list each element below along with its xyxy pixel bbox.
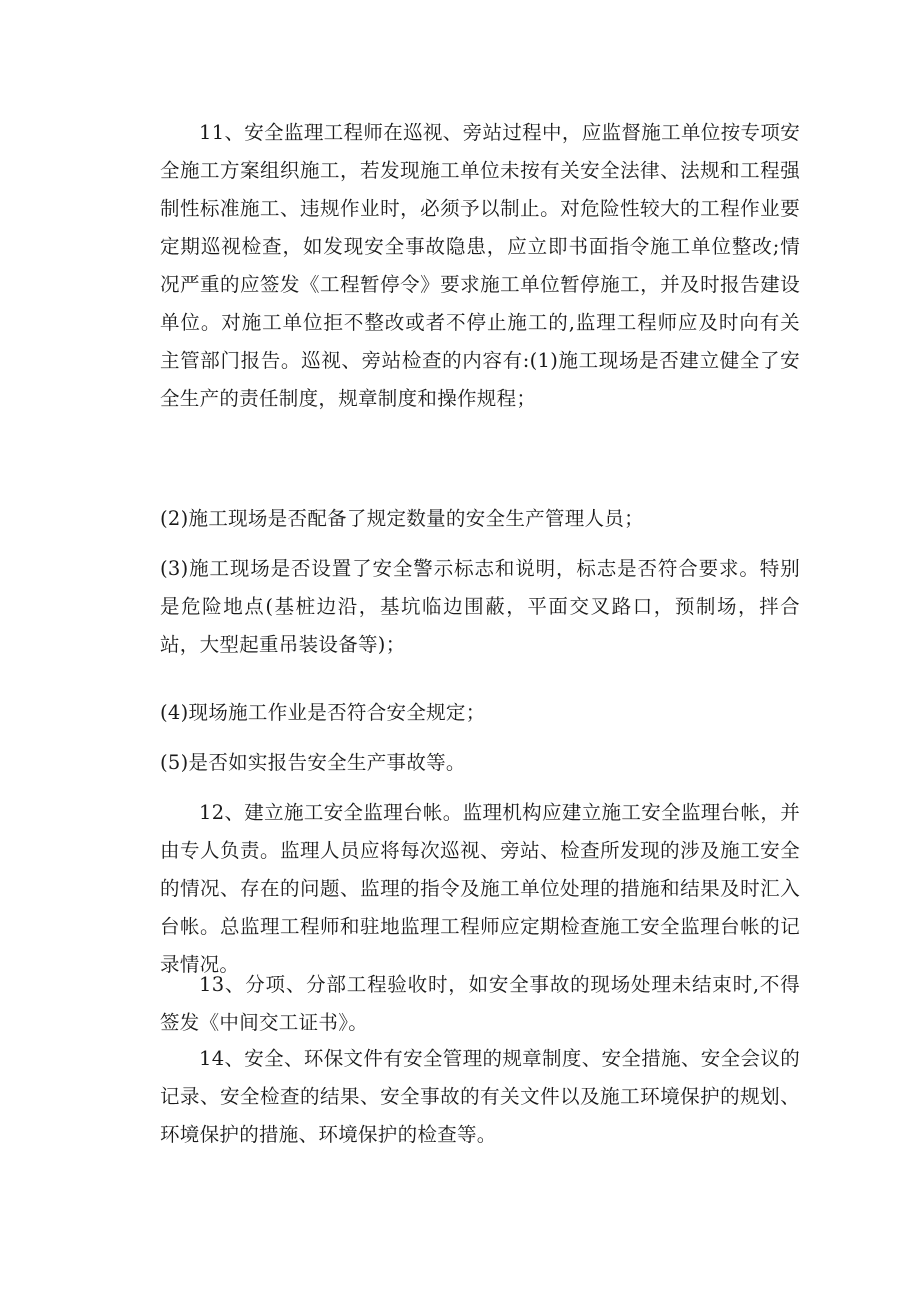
- paragraph-item-14: 14、安全、环保文件有安全管理的规章制度、安全措施、安全会议的记录、安全检查的结果、安全事故的有关文件以及施工环境保护的规划、环境保护的措施、环境保护的检查等。: [160, 1047, 800, 1146]
- paragraph-subitem-3: (3)施工现场是否设置了安全警示标志和说明，标志是否符合要求。特别是危险地点(基桩边沿，基坑临边围蔽，平面交叉路口，预制场，拌合站，大型起重吊装设备等)；: [160, 557, 800, 656]
- paragraph-subitem-4: (4)现场施工作业是否符合安全规定；: [160, 701, 486, 724]
- paragraph-item-12: 12、建立施工安全监理台帐。监理机构应建立施工安全监理台帐，并由专人负责。监理人员应将每次巡视、旁站、检查所发现的涉及施工安全的情况、存在的问题、监理的指令及施工单位处理的措施和结果及时汇入台帐。总监理工程师和驻地监理工程师应定期检查施工安全监理台帐的记录情况。: [160, 801, 800, 976]
- paragraph-subitem-2: (2)施工现场是否配备了规定数量的安全生产管理人员；: [160, 507, 644, 530]
- paragraph-item-11: 11、安全监理工程师在巡视、旁站过程中，应监督施工单位按专项安全施工方案组织施工，若发现施工单位未按有关安全法律、法规和工程强制性标准施工、违规作业时，必须予以制止。对危险性较大的工程作业要定期巡视检查，如发现安全事故隐患，应立即书面指令施工单位整改;情况严重的应签发《工程暂停令》要求施工单位暂停施工，并及时报告建设单位。对施工单位拒不整改或者不停止施工的,监理工程师应及时向有关主管部门报告。巡视、旁站检查的内容有:(1)施工现场是否建立健全了安全生产的责任制度，规章制度和操作规程；: [160, 121, 800, 410]
- paragraph-item-13: 13、分项、分部工程验收时，如安全事故的现场处理未结束时,不得签发《中间交工证书》。: [160, 973, 800, 1034]
- paragraph-subitem-5: (5)是否如实报告安全生产事故等。: [160, 751, 466, 774]
